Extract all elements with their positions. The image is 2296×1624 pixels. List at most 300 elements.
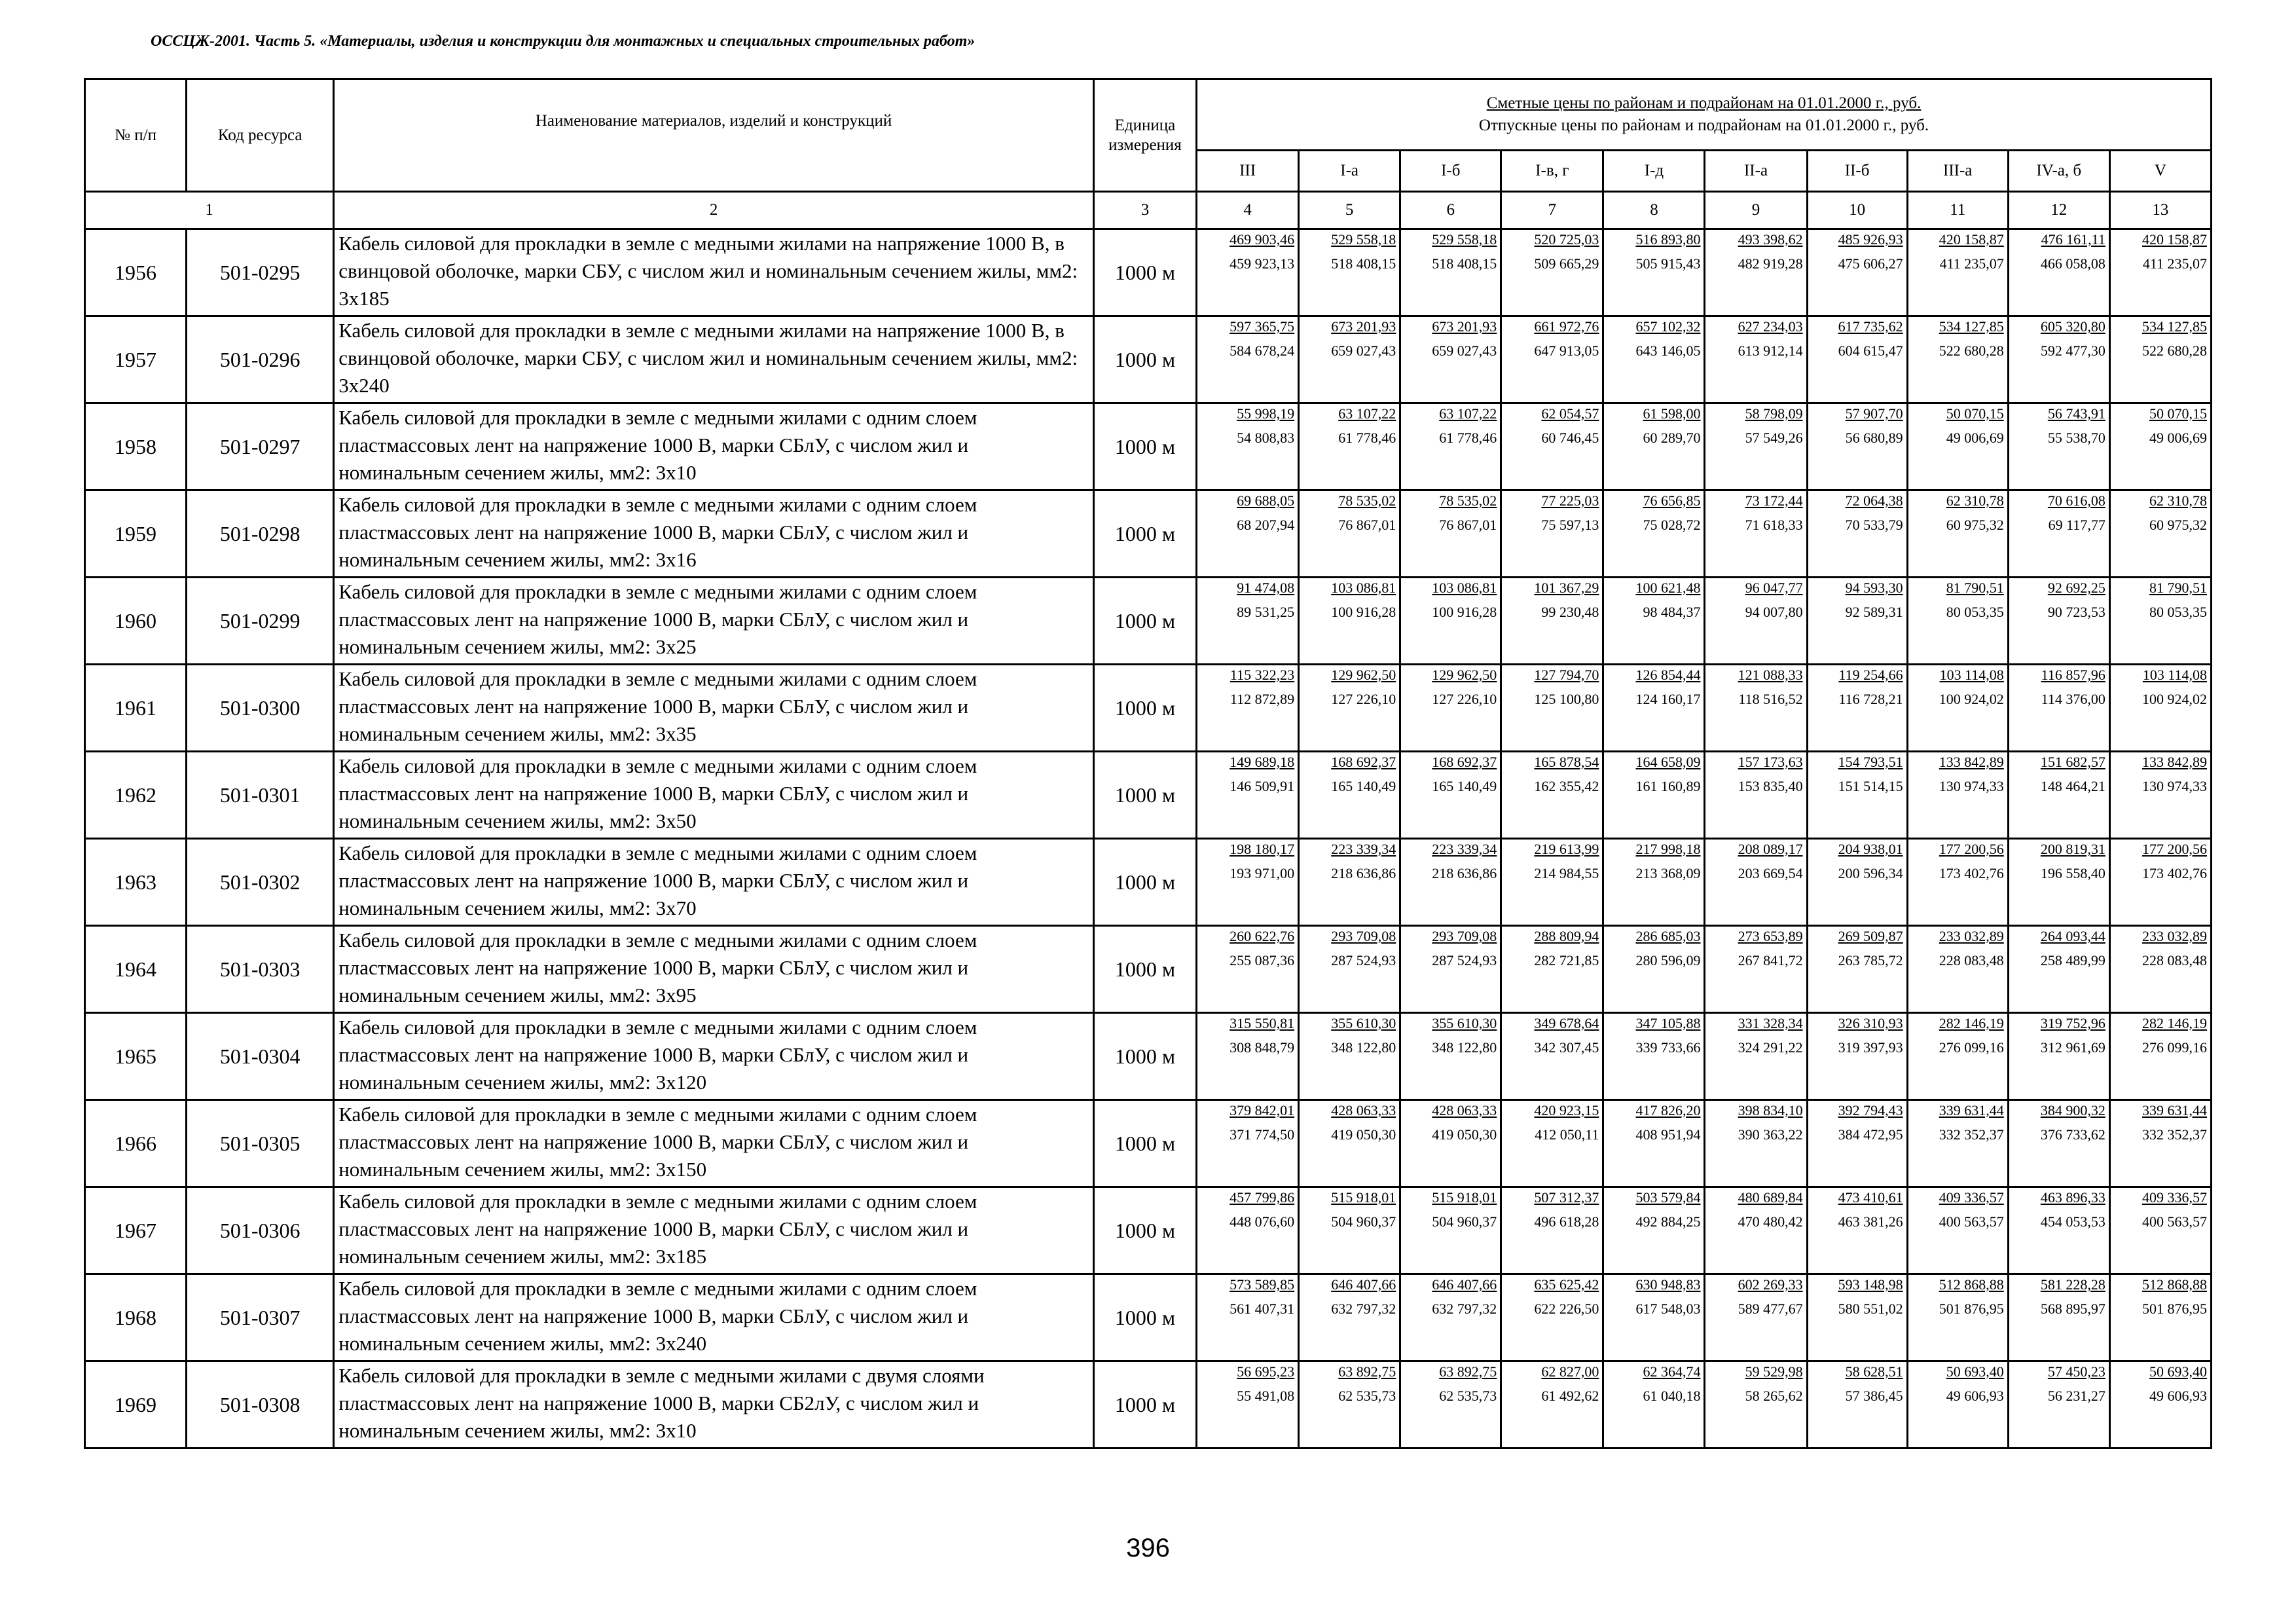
price-cell <box>2008 1274 2109 1361</box>
release-price: 55 491,08 <box>1237 1388 1295 1404</box>
estimate-price: 62 310,78 <box>1946 492 2004 509</box>
region-header: II-а <box>1705 151 1807 192</box>
release-price: 419 050,30 <box>1331 1126 1396 1143</box>
col-header-unit: Единица измерения <box>1093 79 1196 192</box>
release-price: 342 307,45 <box>1534 1039 1599 1056</box>
release-price: 568 895,97 <box>2040 1301 2105 1317</box>
release-price: 203 669,54 <box>1738 865 1803 881</box>
unit-of-measure: 1000 м <box>1093 403 1196 490</box>
estimate-price: 154 793,51 <box>1838 754 1903 770</box>
estimate-price: 269 509,87 <box>1838 928 1903 944</box>
price-cell <box>1400 490 1501 578</box>
release-price: 419 050,30 <box>1432 1126 1497 1143</box>
release-price: 518 408,15 <box>1432 255 1497 272</box>
price-cell <box>1299 403 1400 490</box>
resource-code: 501-0308 <box>187 1361 334 1449</box>
table-row <box>85 1100 2212 1187</box>
estimate-price: 165 878,54 <box>1534 754 1599 770</box>
release-price: 522 680,28 <box>2142 342 2207 359</box>
price-cell <box>1197 403 1299 490</box>
release-price: 448 076,60 <box>1230 1213 1295 1230</box>
estimate-price: 605 320,80 <box>2040 318 2105 335</box>
table-row <box>85 752 2212 839</box>
column-number: 2 <box>334 192 1094 229</box>
release-price: 61 040,18 <box>1643 1388 1701 1404</box>
estimate-price: 420 158,87 <box>2142 231 2207 248</box>
material-name: Кабель силовой для прокладки в земле с медными жилами с одним слоем пластмассовых лент на напряжение 1000 В, марки СБлУ, с числом жил и номинальным сечением жилы, мм2: 3х50 <box>334 752 1094 839</box>
release-price: 319 397,93 <box>1838 1039 1903 1056</box>
release-price: 49 606,93 <box>2149 1388 2207 1404</box>
release-price: 276 099,16 <box>1939 1039 2004 1056</box>
estimate-price: 78 535,02 <box>1439 492 1497 509</box>
estimate-price: 58 628,51 <box>1845 1363 1903 1380</box>
estimate-price: 355 610,30 <box>1432 1015 1497 1031</box>
estimate-price: 339 631,44 <box>1939 1102 2004 1118</box>
release-price: 276 099,16 <box>2142 1039 2207 1056</box>
price-cell <box>2008 1361 2109 1449</box>
estimate-price: 428 063,33 <box>1432 1102 1497 1118</box>
estimate-price: 480 689,84 <box>1738 1189 1803 1206</box>
price-cell <box>1197 1187 1299 1274</box>
release-price: 165 140,49 <box>1432 778 1497 794</box>
release-price: 580 551,02 <box>1838 1301 1903 1317</box>
price-cell <box>1705 752 1807 839</box>
estimate-price: 673 201,93 <box>1432 318 1497 335</box>
estimate-price: 217 998,18 <box>1635 841 1701 857</box>
price-cell <box>1299 1274 1400 1361</box>
release-price: 56 231,27 <box>2047 1388 2105 1404</box>
release-price: 287 524,93 <box>1432 952 1497 969</box>
price-cell <box>2008 1187 2109 1274</box>
price-cell <box>1705 578 1807 665</box>
estimate-price: 63 892,75 <box>1439 1363 1497 1380</box>
estimate-price: 126 854,44 <box>1635 667 1701 683</box>
release-price: 282 721,85 <box>1534 952 1599 969</box>
release-price: 561 407,31 <box>1230 1301 1295 1317</box>
estimate-price: 293 709,08 <box>1331 928 1396 944</box>
estimate-price: 103 086,81 <box>1432 580 1497 596</box>
row-number: 1959 <box>85 490 187 578</box>
estimate-price: 512 868,88 <box>2142 1276 2207 1293</box>
table-row <box>85 1361 2212 1449</box>
release-price: 70 533,79 <box>1845 517 1903 533</box>
release-price: 255 087,36 <box>1230 952 1295 969</box>
release-price: 408 951,94 <box>1635 1126 1701 1143</box>
release-price: 348 122,80 <box>1331 1039 1396 1056</box>
table-row <box>85 229 2212 316</box>
price-cell <box>1603 490 1705 578</box>
release-price: 339 733,66 <box>1635 1039 1701 1056</box>
row-number: 1960 <box>85 578 187 665</box>
estimate-price: 50 693,40 <box>2149 1363 2207 1380</box>
price-cell <box>1299 1100 1400 1187</box>
release-price: 504 960,37 <box>1432 1213 1497 1230</box>
table-row <box>85 665 2212 752</box>
material-name: Кабель силовой для прокладки в земле с медными жилами с одним слоем пластмассовых лент на напряжение 1000 В, марки СБлУ, с числом жил и номинальным сечением жилы, мм2: 3х185 <box>334 1187 1094 1274</box>
estimate-price: 115 322,23 <box>1230 667 1295 683</box>
price-cell <box>2109 316 2211 403</box>
release-price: 643 146,05 <box>1635 342 1701 359</box>
resource-code: 501-0296 <box>187 316 334 403</box>
estimate-price: 646 407,66 <box>1432 1276 1497 1293</box>
column-number: 3 <box>1093 192 1196 229</box>
price-cell <box>1501 839 1603 926</box>
column-number: 4 <box>1197 192 1299 229</box>
estimate-price: 379 842,01 <box>1230 1102 1295 1118</box>
release-price: 647 913,05 <box>1534 342 1599 359</box>
price-cell <box>1807 229 1907 316</box>
row-number: 1963 <box>85 839 187 926</box>
price-cell <box>2008 839 2109 926</box>
estimate-price: 57 450,23 <box>2047 1363 2105 1380</box>
price-cell <box>2008 229 2109 316</box>
estimate-price: 103 114,08 <box>2142 667 2207 683</box>
table-row <box>85 316 2212 403</box>
release-price: 76 867,01 <box>1338 517 1396 533</box>
price-cell <box>1705 1274 1807 1361</box>
price-cell <box>1807 839 1907 926</box>
estimate-price: 347 105,88 <box>1635 1015 1701 1031</box>
price-cell <box>2008 752 2109 839</box>
col-header-num: № п/п <box>85 79 187 192</box>
price-cell <box>1400 926 1501 1013</box>
release-price: 287 524,93 <box>1331 952 1396 969</box>
release-price: 94 007,80 <box>1745 604 1803 620</box>
price-cell <box>2008 926 2109 1013</box>
estimate-price: 409 336,57 <box>2142 1189 2207 1206</box>
price-cell <box>1603 839 1705 926</box>
price-cell <box>1907 403 2008 490</box>
estimate-price: 417 826,20 <box>1635 1102 1701 1118</box>
col-header-prices <box>1197 79 2212 151</box>
estimate-price: 62 054,57 <box>1541 405 1599 422</box>
column-number: 13 <box>2109 192 2211 229</box>
price-cell <box>1400 403 1501 490</box>
release-price: 463 381,26 <box>1838 1213 1903 1230</box>
estimate-price: 529 558,18 <box>1331 231 1396 248</box>
estimate-price: 129 962,50 <box>1432 667 1497 683</box>
release-price: 505 915,43 <box>1635 255 1701 272</box>
price-cell <box>1705 665 1807 752</box>
price-cell <box>1501 490 1603 578</box>
release-price: 332 352,37 <box>2142 1126 2207 1143</box>
column-number: 12 <box>2008 192 2109 229</box>
price-cell <box>1907 1100 2008 1187</box>
estimate-price: 428 063,33 <box>1331 1102 1396 1118</box>
price-cell <box>2109 665 2211 752</box>
estimate-price: 473 410,61 <box>1838 1189 1903 1206</box>
estimate-price: 534 127,85 <box>1939 318 2004 335</box>
estimate-price: 581 228,28 <box>2040 1276 2105 1293</box>
release-price: 482 919,28 <box>1738 255 1803 272</box>
estimate-price: 168 692,37 <box>1331 754 1396 770</box>
price-cell <box>1400 316 1501 403</box>
unit-of-measure: 1000 м <box>1093 839 1196 926</box>
estimate-price: 264 093,44 <box>2040 928 2105 944</box>
unit-of-measure: 1000 м <box>1093 578 1196 665</box>
price-cell <box>1603 752 1705 839</box>
release-price: 60 289,70 <box>1643 430 1701 446</box>
estimate-price: 91 474,08 <box>1237 580 1295 596</box>
release-price: 116 728,21 <box>1838 691 1903 707</box>
estimate-price: 62 827,00 <box>1541 1363 1599 1380</box>
estimate-price: 129 962,50 <box>1331 667 1396 683</box>
release-price: 214 984,55 <box>1534 865 1599 881</box>
estimate-price: 92 692,25 <box>2047 580 2105 596</box>
price-cell <box>1907 229 2008 316</box>
estimate-price: 503 579,84 <box>1635 1189 1701 1206</box>
release-price: 371 774,50 <box>1230 1126 1295 1143</box>
price-cell <box>1400 578 1501 665</box>
release-price: 75 028,72 <box>1643 517 1701 533</box>
estimate-price: 164 658,09 <box>1635 754 1701 770</box>
estimate-price: 457 799,86 <box>1230 1189 1295 1206</box>
price-cell <box>1197 926 1299 1013</box>
price-cell <box>1501 1274 1603 1361</box>
release-price: 54 808,83 <box>1237 430 1295 446</box>
estimate-price: 288 809,94 <box>1534 928 1599 944</box>
release-price: 130 974,33 <box>2142 778 2207 794</box>
region-header: II-б <box>1807 151 1907 192</box>
release-price: 61 492,62 <box>1541 1388 1599 1404</box>
price-cell <box>1807 926 1907 1013</box>
price-cell <box>1501 316 1603 403</box>
unit-of-measure: 1000 м <box>1093 1187 1196 1274</box>
release-price: 324 291,22 <box>1738 1039 1803 1056</box>
release-price: 617 548,03 <box>1635 1301 1701 1317</box>
release-price: 509 665,29 <box>1534 255 1599 272</box>
price-cell <box>1907 752 2008 839</box>
unit-of-measure: 1000 м <box>1093 1361 1196 1449</box>
release-price: 613 912,14 <box>1738 342 1803 359</box>
price-cell <box>1705 1361 1807 1449</box>
price-cell <box>1197 752 1299 839</box>
release-price: 71 618,33 <box>1745 517 1803 533</box>
price-cell <box>1299 1187 1400 1274</box>
release-price: 89 531,25 <box>1237 604 1295 620</box>
estimate-price: 62 364,74 <box>1643 1363 1701 1380</box>
price-cell <box>1400 752 1501 839</box>
release-price: 161 160,89 <box>1635 778 1701 794</box>
estimate-price: 63 892,75 <box>1338 1363 1396 1380</box>
release-price: 308 848,79 <box>1230 1039 1295 1056</box>
estimate-price: 62 310,78 <box>2149 492 2207 509</box>
table-row <box>85 578 2212 665</box>
row-number: 1962 <box>85 752 187 839</box>
price-cell <box>1501 752 1603 839</box>
release-price: 60 975,32 <box>2149 517 2207 533</box>
estimate-price: 50 070,15 <box>2149 405 2207 422</box>
release-price: 263 785,72 <box>1838 952 1903 969</box>
resource-code: 501-0301 <box>187 752 334 839</box>
price-cell <box>1299 665 1400 752</box>
release-price: 228 083,48 <box>2142 952 2207 969</box>
estimate-price: 617 735,62 <box>1838 318 1903 335</box>
table-row <box>85 926 2212 1013</box>
price-cell <box>1197 316 1299 403</box>
release-price: 57 386,45 <box>1845 1388 1903 1404</box>
release-price: 100 924,02 <box>1939 691 2004 707</box>
price-cell <box>1907 578 2008 665</box>
estimate-price: 635 625,42 <box>1534 1276 1599 1293</box>
price-cell <box>1197 490 1299 578</box>
estimate-price: 69 688,05 <box>1237 492 1295 509</box>
release-price: 60 975,32 <box>1946 517 2004 533</box>
release-price: 112 872,89 <box>1230 691 1295 707</box>
estimate-price: 476 161,11 <box>2041 231 2105 248</box>
release-price: 312 961,69 <box>2040 1039 2105 1056</box>
price-cell <box>1807 316 1907 403</box>
release-price: 100 924,02 <box>2142 691 2207 707</box>
material-name: Кабель силовой для прокладки в земле с медными жилами с одним слоем пластмассовых лент на напряжение 1000 В, марки СБлУ, с числом жил и номинальным сечением жилы, мм2: 3х150 <box>334 1100 1094 1187</box>
release-price: 411 235,07 <box>2142 255 2207 272</box>
release-price: 62 535,73 <box>1338 1388 1396 1404</box>
resource-code: 501-0295 <box>187 229 334 316</box>
material-name: Кабель силовой для прокладки в земле с медными жилами с одним слоем пластмассовых лент на напряжение 1000 В, марки СБлУ, с числом жил и номинальным сечением жилы, мм2: 3х120 <box>334 1013 1094 1100</box>
release-price: 56 680,89 <box>1845 430 1903 446</box>
prices-release-title: Отпускные цены по районам и подрайонам на 01.01.2000 г., руб. <box>1478 117 1929 134</box>
region-header: I-д <box>1603 151 1705 192</box>
region-header: I-в, г <box>1501 151 1603 192</box>
estimate-price: 204 938,01 <box>1838 841 1903 857</box>
estimate-price: 507 312,37 <box>1534 1189 1599 1206</box>
release-price: 75 597,13 <box>1541 517 1599 533</box>
release-price: 400 563,57 <box>1939 1213 2004 1230</box>
release-price: 522 680,28 <box>1939 342 2004 359</box>
estimate-price: 355 610,30 <box>1331 1015 1396 1031</box>
row-number: 1964 <box>85 926 187 1013</box>
release-price: 61 778,46 <box>1439 430 1497 446</box>
release-price: 632 797,32 <box>1331 1301 1396 1317</box>
resource-code: 501-0300 <box>187 665 334 752</box>
price-cell <box>2109 490 2211 578</box>
estimate-price: 602 269,33 <box>1738 1276 1803 1293</box>
estimate-price: 282 146,19 <box>1939 1015 2004 1031</box>
price-cell <box>1299 578 1400 665</box>
estimate-price: 177 200,56 <box>2142 841 2207 857</box>
release-price: 62 535,73 <box>1439 1388 1497 1404</box>
page-number: 396 <box>1126 1534 1170 1562</box>
estimate-price: 469 903,46 <box>1230 231 1295 248</box>
price-cell <box>1807 578 1907 665</box>
price-cell <box>2109 578 2211 665</box>
release-price: 376 733,62 <box>2040 1126 2105 1143</box>
price-cell <box>1705 926 1807 1013</box>
release-price: 258 489,99 <box>2040 952 2105 969</box>
estimate-price: 627 234,03 <box>1738 318 1803 335</box>
release-price: 55 538,70 <box>2047 430 2105 446</box>
price-cell <box>1197 1274 1299 1361</box>
estimate-price: 646 407,66 <box>1331 1276 1396 1293</box>
price-cell <box>1501 1100 1603 1187</box>
release-price: 454 053,53 <box>2040 1213 2105 1230</box>
prices-estimate-title: Сметные цены по районам и подрайонам на 01.01.2000 г., руб. <box>1486 94 1922 112</box>
column-number: 8 <box>1603 192 1705 229</box>
row-number: 1965 <box>85 1013 187 1100</box>
estimate-price: 78 535,02 <box>1338 492 1396 509</box>
release-price: 100 916,28 <box>1331 604 1396 620</box>
release-price: 118 516,52 <box>1738 691 1803 707</box>
price-cell <box>1400 665 1501 752</box>
estimate-price: 133 842,89 <box>2142 754 2207 770</box>
price-cell <box>1299 1013 1400 1100</box>
price-cell <box>1603 316 1705 403</box>
estimate-price: 409 336,57 <box>1939 1189 2004 1206</box>
release-price: 501 876,95 <box>1939 1301 2004 1317</box>
price-cell <box>1705 839 1807 926</box>
estimate-price: 286 685,03 <box>1635 928 1701 944</box>
estimate-price: 57 907,70 <box>1845 405 1903 422</box>
estimate-price: 208 089,17 <box>1738 841 1803 857</box>
price-cell <box>1501 926 1603 1013</box>
estimate-price: 223 339,34 <box>1331 841 1396 857</box>
unit-of-measure: 1000 м <box>1093 1013 1196 1100</box>
price-cell <box>1907 490 2008 578</box>
estimate-price: 534 127,85 <box>2142 318 2207 335</box>
estimate-price: 339 631,44 <box>2142 1102 2207 1118</box>
release-price: 604 615,47 <box>1838 342 1903 359</box>
estimate-price: 398 834,10 <box>1738 1102 1803 1118</box>
release-price: 267 841,72 <box>1738 952 1803 969</box>
estimate-price: 61 598,00 <box>1643 405 1701 422</box>
release-price: 659 027,43 <box>1432 342 1497 359</box>
release-price: 504 960,37 <box>1331 1213 1396 1230</box>
release-price: 659 027,43 <box>1331 342 1396 359</box>
estimate-price: 326 310,93 <box>1838 1015 1903 1031</box>
price-cell <box>1299 1361 1400 1449</box>
release-price: 127 226,10 <box>1331 691 1396 707</box>
release-price: 348 122,80 <box>1432 1039 1497 1056</box>
price-cell <box>1907 316 2008 403</box>
price-cell <box>1197 229 1299 316</box>
estimate-price: 133 842,89 <box>1939 754 2004 770</box>
price-table <box>84 78 2212 1449</box>
release-price: 592 477,30 <box>2040 342 2105 359</box>
row-number: 1956 <box>85 229 187 316</box>
estimate-price: 516 893,80 <box>1635 231 1701 248</box>
price-cell <box>1603 1274 1705 1361</box>
estimate-price: 200 819,31 <box>2040 841 2105 857</box>
release-price: 280 596,09 <box>1635 952 1701 969</box>
column-number: 9 <box>1705 192 1807 229</box>
release-price: 146 509,91 <box>1230 778 1295 794</box>
region-header: IV-а, б <box>2008 151 2109 192</box>
column-number: 5 <box>1299 192 1400 229</box>
estimate-price: 72 064,38 <box>1845 492 1903 509</box>
release-price: 632 797,32 <box>1432 1301 1497 1317</box>
release-price: 49 006,69 <box>2149 430 2207 446</box>
table-row <box>85 1187 2212 1274</box>
estimate-price: 76 656,85 <box>1643 492 1701 509</box>
table-row <box>85 839 2212 926</box>
price-cell <box>1807 1274 1907 1361</box>
column-number: 7 <box>1501 192 1603 229</box>
column-number: 11 <box>1907 192 2008 229</box>
price-cell <box>2109 1013 2211 1100</box>
release-price: 589 477,67 <box>1738 1301 1803 1317</box>
resource-code: 501-0298 <box>187 490 334 578</box>
material-name: Кабель силовой для прокладки в земле с медными жилами с двумя слоями пластмассовых лент на напряжение 1000 В, марки СБ2лУ, с числом жил и номинальным сечением жилы, мм2: 3х10 <box>334 1361 1094 1449</box>
estimate-price: 315 550,81 <box>1230 1015 1295 1031</box>
material-name: Кабель силовой для прокладки в земле с медными жилами с одним слоем пластмассовых лент на напряжение 1000 В, марки СБлУ, с числом жил и номинальным сечением жилы, мм2: 3х35 <box>334 665 1094 752</box>
release-price: 196 558,40 <box>2040 865 2105 881</box>
price-cell <box>2109 1100 2211 1187</box>
column-number: 6 <box>1400 192 1501 229</box>
release-price: 100 916,28 <box>1432 604 1497 620</box>
release-price: 470 480,42 <box>1738 1213 1803 1230</box>
price-cell <box>1299 229 1400 316</box>
estimate-price: 233 032,89 <box>2142 928 2207 944</box>
